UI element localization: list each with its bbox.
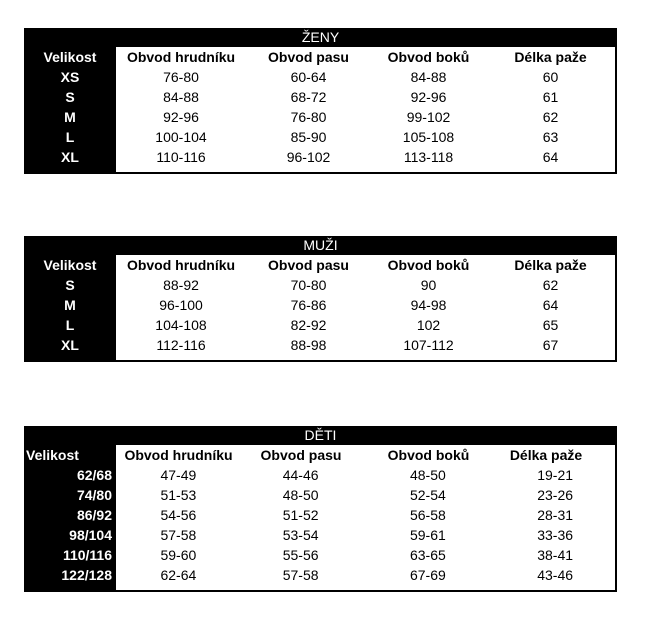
table-cell: 92-96 xyxy=(163,109,199,125)
table-cell: 54-56 xyxy=(160,507,197,523)
table-row xyxy=(116,335,615,355)
table-cell: 84-88 xyxy=(410,69,447,85)
table-cell: 100-104 xyxy=(155,129,207,145)
table-cell: 102 xyxy=(416,317,441,333)
table-cell: 88-92 xyxy=(163,277,199,293)
table-cell: 67 xyxy=(542,337,559,353)
table-row xyxy=(116,315,615,335)
table-row xyxy=(116,485,615,505)
table-row xyxy=(116,545,615,565)
column-header-waist: Obvod pasu xyxy=(268,49,349,65)
table-cell: 28-31 xyxy=(537,507,574,523)
size-cell: S xyxy=(65,89,75,105)
column-header-hips: Obvod boků xyxy=(387,447,470,463)
table-header-row xyxy=(116,255,615,275)
size-cell: XL xyxy=(61,337,79,353)
column-header-chest: Obvod hrudníku xyxy=(124,447,233,463)
table-row xyxy=(116,565,615,585)
size-cell: 62/68 xyxy=(76,467,112,483)
table-cell: 48-50 xyxy=(409,467,446,483)
table-cell: 60-64 xyxy=(290,69,327,85)
table-cell: 96-102 xyxy=(286,149,331,165)
table-title: ŽENY xyxy=(301,29,340,45)
table-cell: 96-100 xyxy=(159,297,203,313)
table-cell: 76-80 xyxy=(163,69,199,85)
table-cell: 110-116 xyxy=(156,149,206,165)
table-cell: 59-61 xyxy=(409,527,446,543)
column-header-size: Velikost xyxy=(43,257,97,273)
table-cell: 90 xyxy=(420,277,437,293)
table-title: DĚTI xyxy=(304,427,337,443)
table-row xyxy=(116,505,615,525)
table-cell: 33-36 xyxy=(537,527,574,543)
column-header-hips: Obvod boků xyxy=(387,257,470,273)
size-cell: 74/80 xyxy=(76,487,112,503)
table-cell: 104-108 xyxy=(155,317,207,333)
table-cell: 51-52 xyxy=(282,507,319,523)
table-cell: 70-80 xyxy=(290,277,327,293)
table-cell: 99-102 xyxy=(406,109,451,125)
table-row xyxy=(116,295,615,315)
table-cell: 61 xyxy=(542,89,559,105)
table-cell: 107-112 xyxy=(403,337,454,353)
table-cell: 65 xyxy=(542,317,559,333)
size-column xyxy=(24,445,114,592)
column-header-size: Velikost xyxy=(43,49,97,65)
column-header-hips: Obvod boků xyxy=(387,49,470,65)
table-cell: 43-46 xyxy=(537,567,574,583)
column-header-waist: Obvod pasu xyxy=(260,447,342,463)
table-cell: 67-69 xyxy=(409,567,446,583)
table-body xyxy=(116,445,615,590)
column-header-arm-length: Délka paže xyxy=(509,447,583,463)
size-column xyxy=(24,255,116,362)
table-row xyxy=(116,525,615,545)
table-cell: 57-58 xyxy=(160,527,197,543)
table-cell: 60 xyxy=(542,69,559,85)
column-header-chest: Obvod hrudníku xyxy=(126,257,236,273)
table-body xyxy=(116,255,615,360)
column-header-arm-length: Délka paže xyxy=(514,49,587,65)
size-cell: M xyxy=(64,297,76,313)
size-cell: S xyxy=(65,277,75,293)
table-header-row xyxy=(116,47,615,67)
table-cell: 94-98 xyxy=(410,297,447,313)
table-cell: 48-50 xyxy=(282,487,319,503)
size-column xyxy=(24,47,116,174)
women-size-table xyxy=(24,28,617,174)
size-cell: M xyxy=(64,109,76,125)
table-cell: 62 xyxy=(542,109,559,125)
table-cell: 112-116 xyxy=(156,337,206,353)
table-row xyxy=(116,147,615,167)
table-cell: 62 xyxy=(542,277,559,293)
table-cell: 38-41 xyxy=(537,547,574,563)
table-cell: 44-46 xyxy=(282,467,319,483)
table-cell: 113-118 xyxy=(403,149,454,165)
size-cell: 122/128 xyxy=(61,567,112,583)
table-cell: 84-88 xyxy=(163,89,199,105)
table-cell: 47-49 xyxy=(160,467,197,483)
size-cell: L xyxy=(65,129,75,145)
table-cell: 63-65 xyxy=(409,547,446,563)
table-cell: 76-80 xyxy=(290,109,327,125)
men-size-table xyxy=(24,236,617,362)
table-body xyxy=(116,47,615,172)
size-cell: XS xyxy=(60,69,80,85)
table-cell: 52-54 xyxy=(409,487,446,503)
size-cell: 86/92 xyxy=(76,507,112,523)
table-row xyxy=(116,67,615,87)
table-cell: 51-53 xyxy=(160,487,197,503)
column-header-chest: Obvod hrudníku xyxy=(126,49,236,65)
table-cell: 56-58 xyxy=(409,507,446,523)
table-cell: 62-64 xyxy=(160,567,197,583)
size-cell: XL xyxy=(61,149,79,165)
column-header-size: Velikost xyxy=(26,447,79,463)
table-cell: 57-58 xyxy=(282,567,319,583)
column-header-arm-length: Délka paže xyxy=(514,257,587,273)
table-row xyxy=(116,275,615,295)
table-cell: 105-108 xyxy=(402,129,455,145)
table-cell: 64 xyxy=(542,297,559,313)
table-cell: 59-60 xyxy=(160,547,197,563)
size-cell: 98/104 xyxy=(69,527,112,543)
table-cell: 92-96 xyxy=(410,89,447,105)
table-row xyxy=(116,87,615,107)
table-cell: 76-86 xyxy=(290,297,327,313)
size-cell: 110/116 xyxy=(62,547,112,563)
table-cell: 68-72 xyxy=(290,89,327,105)
table-cell: 63 xyxy=(542,129,559,145)
table-title: MUŽI xyxy=(303,237,338,253)
table-row xyxy=(116,107,615,127)
table-cell: 23-26 xyxy=(537,487,574,503)
table-cell: 53-54 xyxy=(282,527,319,543)
table-cell: 19-21 xyxy=(537,467,574,483)
table-header-row xyxy=(116,445,615,465)
column-header-waist: Obvod pasu xyxy=(268,257,349,273)
table-cell: 85-90 xyxy=(290,129,327,145)
table-cell: 88-98 xyxy=(290,337,327,353)
children-size-table xyxy=(24,426,617,592)
table-cell: 64 xyxy=(542,149,559,165)
size-cell: L xyxy=(65,317,75,333)
table-row xyxy=(116,465,615,485)
table-cell: 55-56 xyxy=(282,547,319,563)
table-row xyxy=(116,127,615,147)
table-cell: 82-92 xyxy=(290,317,327,333)
